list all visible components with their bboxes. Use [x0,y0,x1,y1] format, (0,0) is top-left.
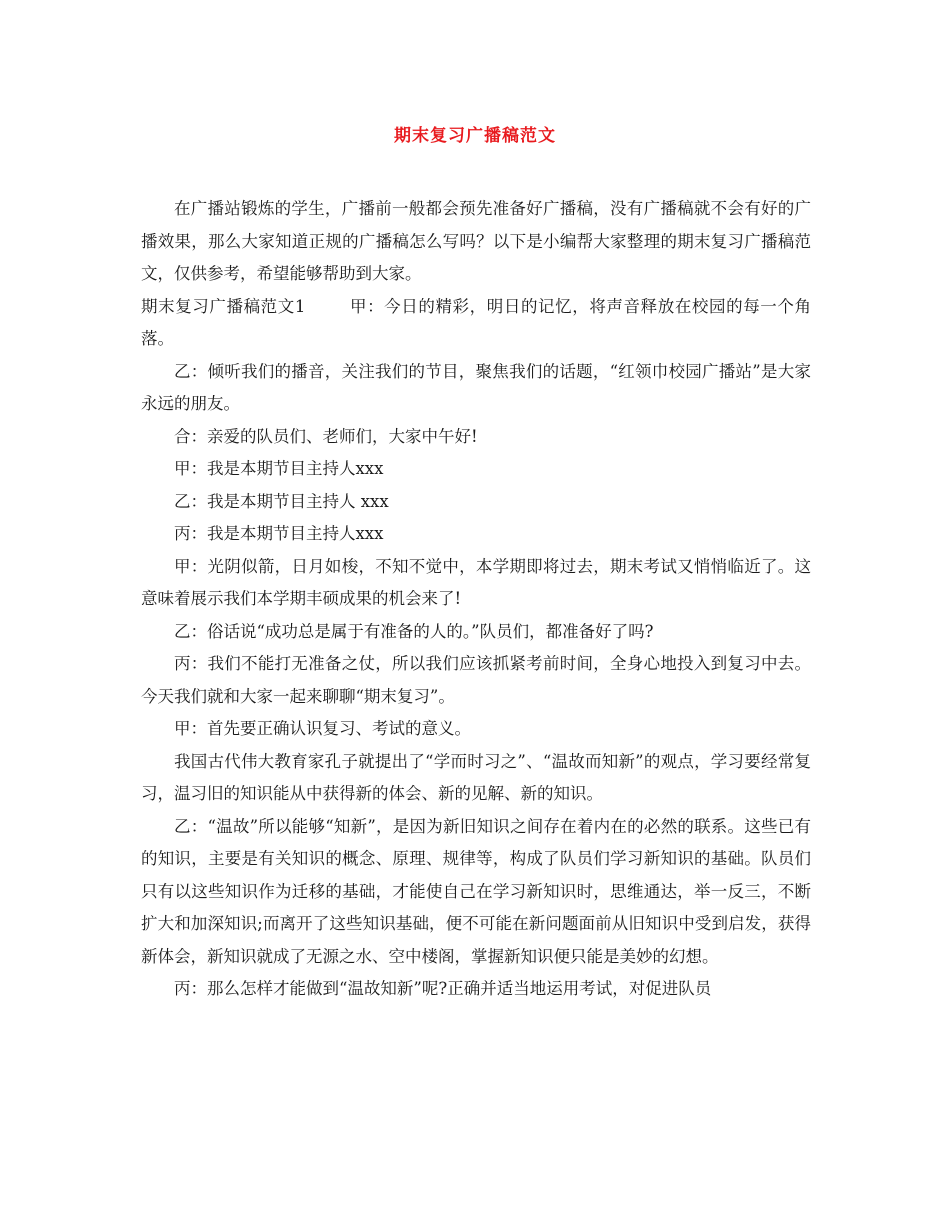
body-paragraph: 合：亲爱的队员们、老师们，大家中午好! [174,426,478,446]
body-paragraph: 丙：我是本期节目主持人xxx [174,524,384,543]
body-paragraph: 甲：首先要正确认识复习、考试的意义。 [174,719,471,738]
body-paragraph: 乙：我是本期节目主持人 xxx [174,491,389,511]
body-paragraph: 甲：光阴似箭，日月如梭，不知不觉中，本学期即将过去，期末考试又悄悄临近了。这意味着展示我们本学期丰硕成果的机会来了! [141,556,811,608]
body-paragraph: 丙：那么怎样才能做到“温故知新”呢?正确并适当地运用考试，对促进队员 [174,979,712,998]
section-paragraph [141,291,811,356]
section-first-line: 甲：今日的精彩，明日的记忆，将声音释放在校园的每一个角落。 [141,296,812,348]
body-paragraph: 甲：我是本期节目主持人xxx [174,459,384,478]
body-paragraph: 乙：倾听我们的播音，关注我们的节目，聚焦我们的话题，“红领巾校园广播站”是大家永远的朋友。 [141,361,811,413]
body-paragraph: 丙：我们不能打无准备之仗，所以我们应该抓紧考前时间，全身心地投入到复习中去。今天我们就和大家一起来聊聊“期末复习”。 [141,654,811,706]
body-paragraph: 乙：“温故”所以能够“知新”，是因为新旧知识之间存在着内在的必然的联系。这些已有的知识，主要是有关知识的概念、原理、规律等，构成了队员们学习新知识的基础。队员们只有以这些知识作为迁移的基础，才能使自己在学习新知识时，思维通达，举一反三，不断扩大和加深知识;而离开了这些知识基础，便不可能在新问题面前从旧知识中受到启发，获得新体会，新知识就成了无源之水、空中楼阁，掌握新知识便只能是美妙的幻想。 [141,816,811,966]
body-paragraph: 我国古代伟大教育家孔子就提出了“学而时习之”、“温故而知新”的观点，学习要经常复习，温习旧的知识能从中获得新的体会、新的见解、新的知识。 [141,751,811,803]
section-label: 期末复习广播稿范文1 [141,296,306,316]
intro-paragraph: 在广播站锻炼的学生，广播前一般都会预先准备好广播稿，没有广播稿就不会有好的广播效果，那么大家知道正规的广播稿怎么写吗？以下是小编帮大家整理的期末复习广播稿范文，仅供参考，希望能够帮助到大家。 [141,199,811,283]
document-body [141,193,811,1006]
document-title: 期末复习广播稿范文 [394,126,556,146]
body-paragraph: 乙：俗话说“成功总是属于有准备的人的。”队员们，都准备好了吗? [174,621,654,641]
